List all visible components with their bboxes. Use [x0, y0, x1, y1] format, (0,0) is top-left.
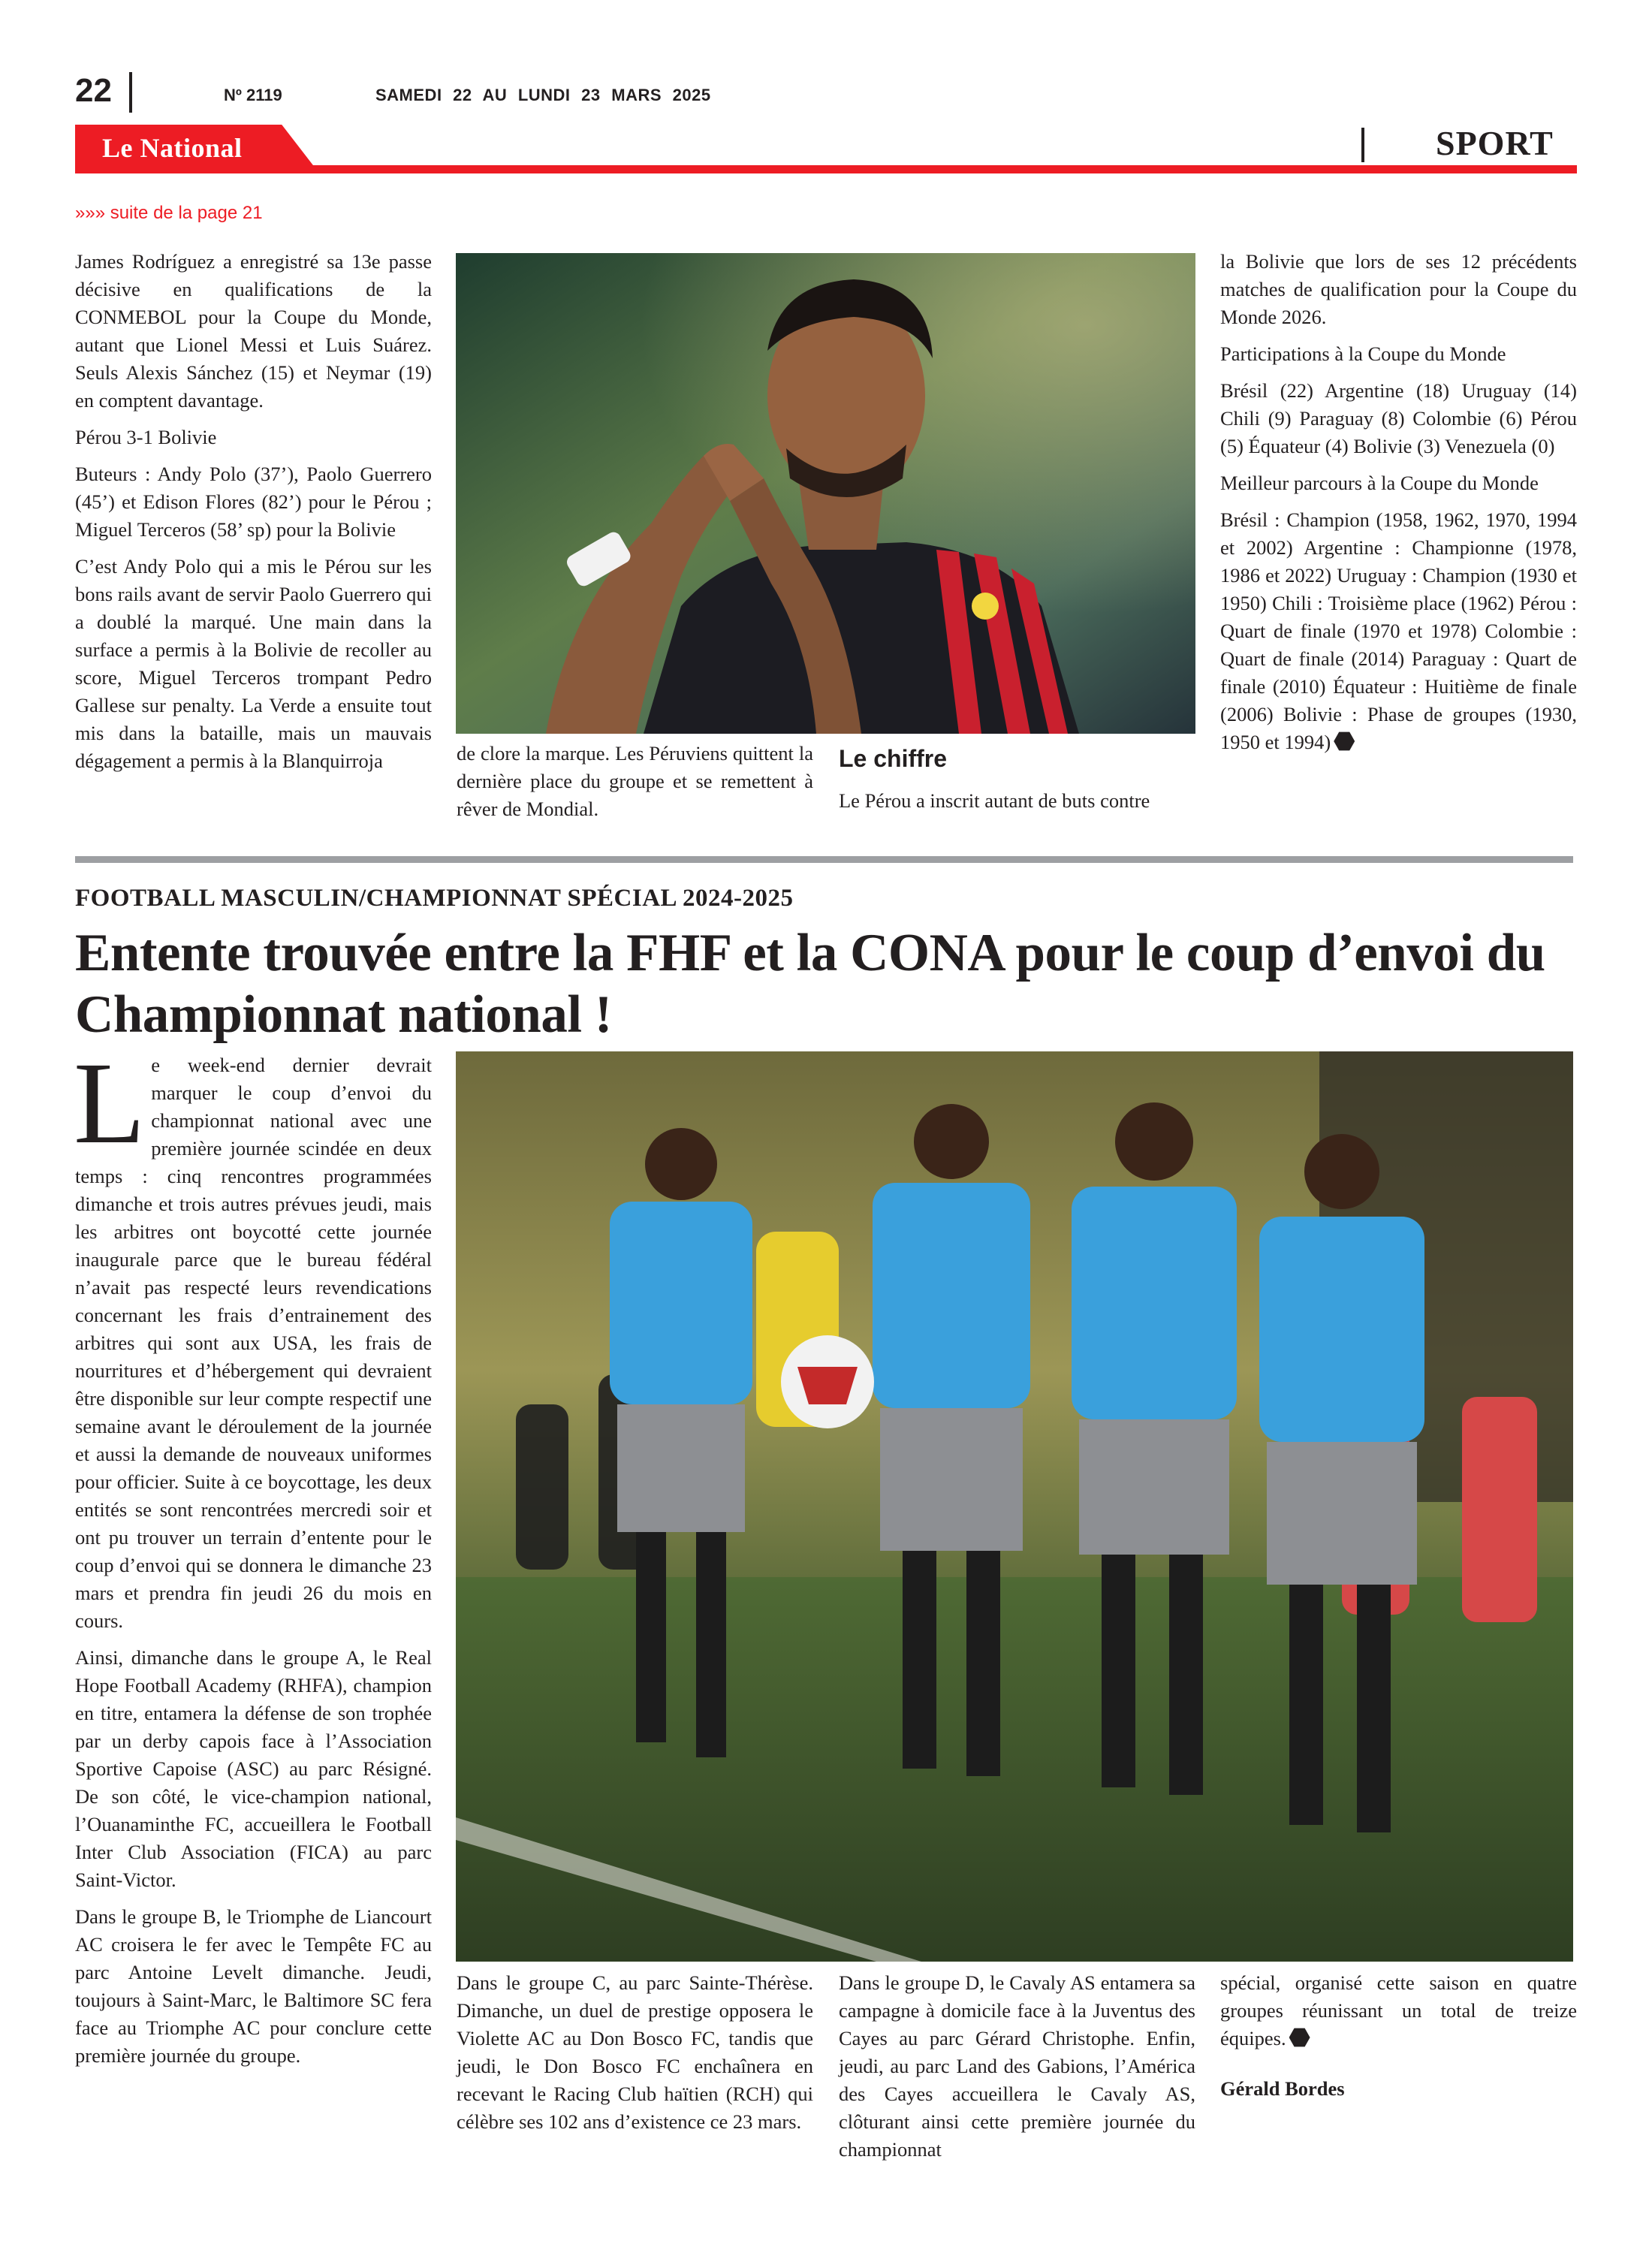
article1-column-1 [75, 248, 432, 784]
article1-paragraph: C’est Andy Polo qui a mis le Pérou sur les bons rails avant de servir Paolo Guerrero qui a doublé la marqué. Une main dans la surface a permis à la Bolivie de recoller au score, Miguel Terceros trompant Pedro Gallese sur penalty. La Verde a ensuite tout mis dans la bataille, mais un mauvais dégagement a permis à la Blanquirroja [75, 555, 432, 772]
section-divider-rule [75, 856, 1573, 863]
article2-headline: Entente trouvée entre la FHF et la CONA pour le coup d’envoi du Championnat national ! [75, 924, 1545, 1044]
article1-paragraph: Participations à la Coupe du Monde [1220, 342, 1506, 365]
page-number-divider [129, 72, 132, 113]
article2-kicker: FOOTBALL MASCULIN/CHAMPIONNAT SPÉCIAL 2024-2025 [75, 885, 794, 912]
article2-paragraph-text: e week-end dernier devrait marquer le coup d’envoi du championnat national avec une première journée scindée en deux temps : cinq rencontres programmées dimanche et trois autres prévues jeudi, mais les arbitres ont boycotté cette journée inaugurale parce que le bureau fédéral n’avait pas respecté leurs revendications concernant les frais d’entrainement des arbitres qui sont aux USA, les frais de nourritures et d’hébergement qui devraient être disponible sur leur compte respectif une semaine avant le déroulement de la journée et aussi la demande de nouveaux uniformes pour officier. Suite à ce boycottage, les deux entités se sont rencontrées mercredi soir et ont pu trouver un terrain d’entente pour le coup d’envoi qui se donnera le dimanche 23 mars et prendra fin jeudi 26 du mois en cours. [75, 1054, 432, 1632]
issue-date: SAMEDI 22 AU LUNDI 23 MARS 2025 [375, 86, 711, 104]
player-photo [456, 253, 1195, 734]
page-number: 22 [75, 72, 112, 109]
article1-paragraph: Buteurs : Andy Polo (37’), Paolo Guerrero (45’) et Edison Flores (82’) pour le Pérou ; Miguel Terceros (58’ sp) pour la Bolivie [75, 463, 432, 541]
article2-paragraph: Dans le groupe D, le Cavaly AS entamera sa campagne à domicile face à la Juventus des Cayes au parc Gérard Christophe. Enfin, jeudi, au parc Land des Gabions, l’América des Cayes accueillera le Cavaly AS, clôturant ainsi cette première journée du championnat [839, 1971, 1195, 2161]
article2-column-2 [457, 1969, 813, 2145]
brand-name: Le National [102, 133, 243, 163]
chiffre-heading: Le chiffre [839, 745, 948, 772]
article1-paragraph-text: Brésil : Champion (1958, 1962, 1970, 1994 et 2002) Argentine : Championne (1978, 1986 et 2022) Uruguay : Champion (1930 et 1950) Chili : Troisième place (1962) Pérou : Quart de finale (1970 et 1978) Colombie : Quart de finale (2014) Paraguay : Quart de finale (2010) Équateur : Huitième de finale (2006) Bolivie : Phase de groupes (1930, 1950 et 1994) [1220, 508, 1577, 753]
article2-paragraph-text: spécial, organisé cette saison en quatre groupes réunissant un total de treize équipes. [1220, 1971, 1577, 2049]
referees-photo [456, 1051, 1573, 1962]
article2-column-3 [839, 1969, 1195, 2173]
article1-column-2 [457, 740, 813, 832]
article2-paragraph: Dans le groupe C, au parc Sainte-Thérèse. Dimanche, un duel de prestige opposera le Violette AC au Don Bosco FC, tandis que jeudi, le Don Bosco FC enchaînera en recevant le Racing Club haïtien (RCH) qui célèbre ses 102 ans d’existence ce 23 mars. [457, 1971, 813, 2133]
header-rule [75, 165, 1577, 173]
article2-author: Gérald Bordes [1220, 2077, 1345, 2100]
article-end-icon [1334, 731, 1355, 752]
article1-paragraph: Brésil (22) Argentine (18) Uruguay (14) Chili (9) Paraguay (8) Colombie (6) Pérou (5) Équateur (4) Bolivie (3) Venezuela (0) [1220, 379, 1577, 457]
article2-paragraph [1220, 1969, 1577, 2052]
continuation-note: »»» suite de la page 21 [75, 203, 263, 223]
article1-column-4 [1220, 248, 1577, 765]
article1-paragraph: Meilleur parcours à la Coupe du Monde [1220, 472, 1539, 494]
section-divider [1361, 128, 1364, 162]
article1-paragraph: de clore la marque. Les Péruviens quittent la dernière place du groupe et se remettent à rêver de Mondial. [457, 742, 813, 820]
article2-paragraph: Ainsi, dimanche dans le groupe A, le Real Hope Football Academy (RHFA), champion en titre, entamera la défense de son trophée par un derby capois face à l’Association Sportive Capoise (ASC) au parc Résigné. De son côté, le vice-champion national, l’Ouanaminthe FC, accueillera le Football Inter Club Association (FICA) au parc Saint-Victor. [75, 1646, 432, 1891]
article1-paragraph: Pérou 3-1 Bolivie [75, 426, 217, 448]
article2-paragraph [74, 1038, 432, 1635]
article1-paragraph [1220, 506, 1577, 756]
article-end-icon [1289, 2027, 1310, 2048]
article1-paragraph: James Rodríguez a enregistré sa 13e passe décisive en qualifications de la CONMEBOL pour la Coupe du Monde, autant que Lionel Messi et Luis Suárez. Seuls Alexis Sánchez (15) et Neymar (19) en comptent davantage. [75, 250, 432, 412]
chiffre-text: Le Pérou a inscrit autant de buts contre [839, 789, 1150, 812]
section-title: SPORT [1436, 124, 1554, 162]
chiffre-box [839, 743, 1195, 824]
article1-paragraph: la Bolivie que lors de ses 12 précédents matches de qualification pour la Coupe du Monde 2026. [1220, 250, 1577, 328]
article2-paragraph: Dans le groupe B, le Triomphe de Liancourt AC croisera le fer avec le Tempête FC au parc Antoine Levelt dimanche. Jeudi, toujours à Saint-Marc, le Baltimore SC fera face au Triomphe AC pour conclure cette première journée du groupe. [75, 1905, 432, 2067]
drop-cap: L [74, 1038, 146, 1168]
article2-column-1 [74, 1038, 432, 2079]
article2-column-4 [1220, 1969, 1577, 2112]
issue-number: Nº 2119 [224, 86, 282, 104]
